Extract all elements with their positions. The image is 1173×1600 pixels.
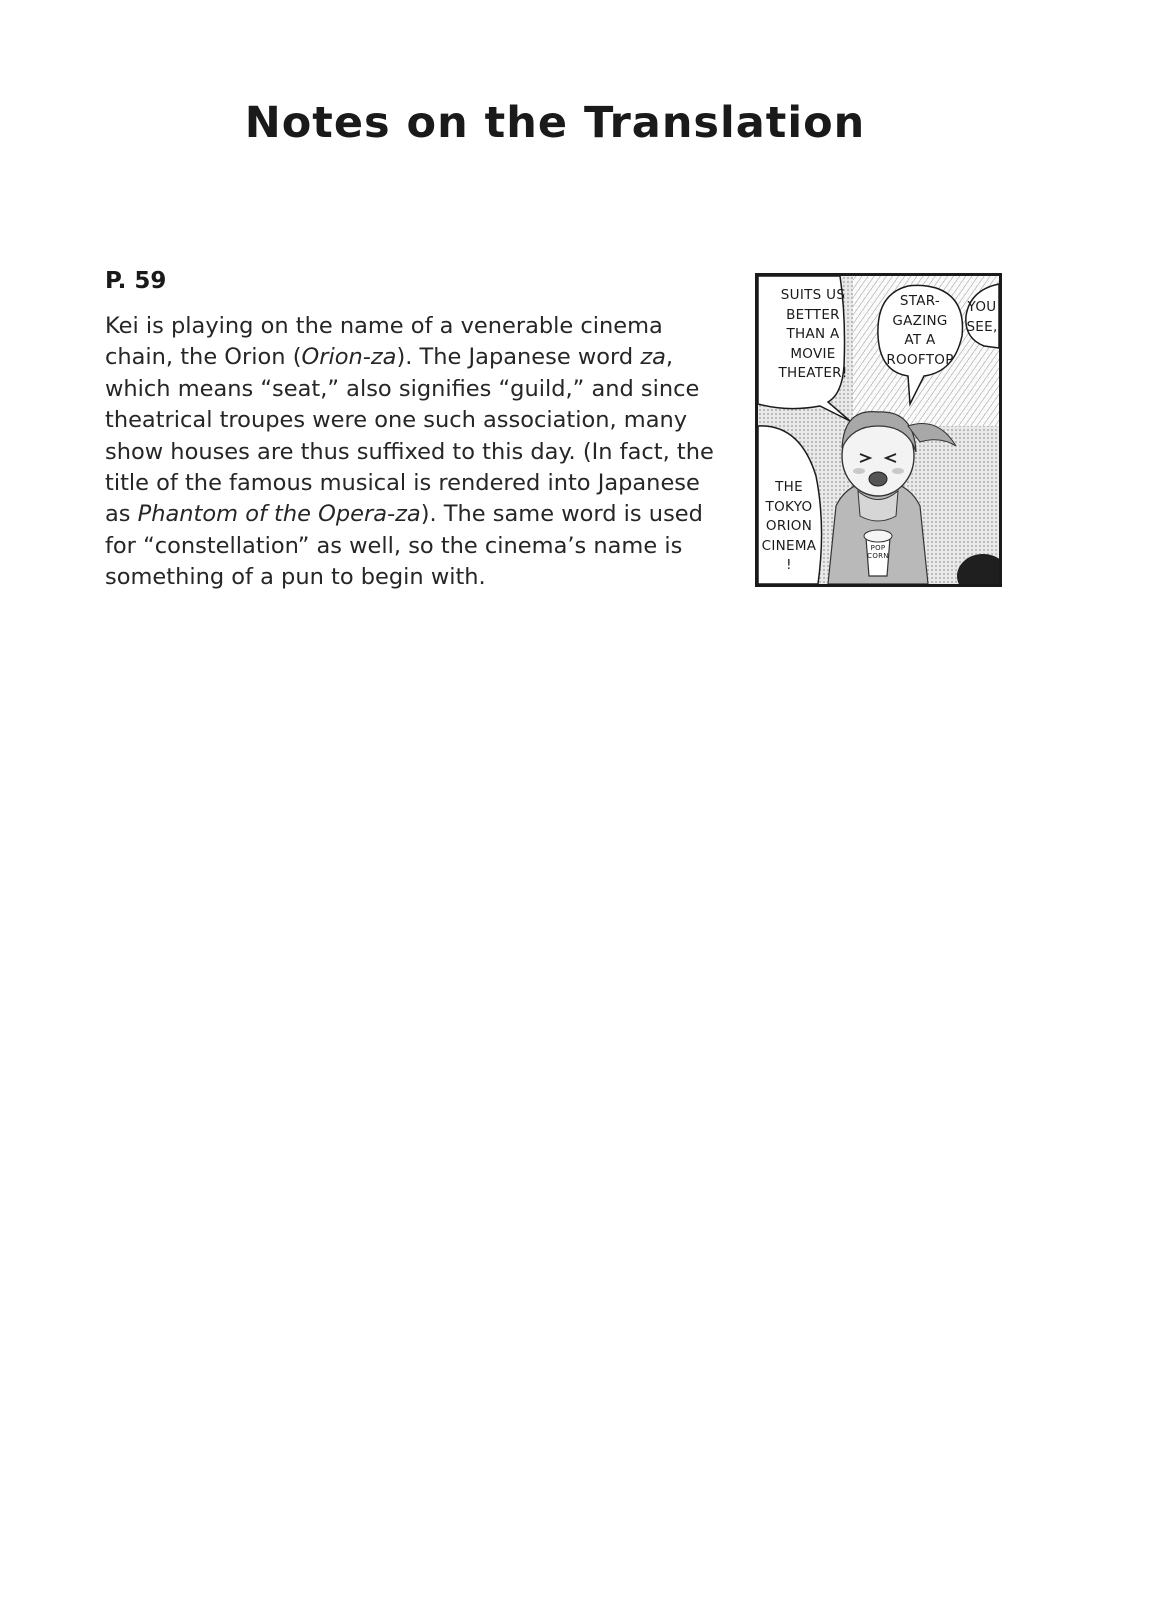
character-mouth (869, 472, 887, 486)
bubble-line: ! (786, 557, 792, 573)
bubble-line: TOKYO (765, 498, 813, 515)
note-body-line (105, 374, 745, 405)
bubble-line: SUITS US (780, 287, 846, 303)
character-blush-left (853, 468, 865, 474)
character-blush-right (892, 468, 904, 474)
note-body (105, 311, 745, 594)
note-text-segment: ). The Japanese word (396, 344, 641, 371)
bubble-you-see-text (964, 298, 1000, 337)
bubble-line: STAR- (899, 293, 941, 309)
note-text-segment: which means “seat,” also signifies “guild,” and since (105, 375, 700, 402)
bubble-line: MOVIE (790, 345, 836, 362)
note-text-segment: title of the famous musical is rendered into Japanese (105, 470, 700, 497)
popcorn-top (864, 530, 892, 542)
note-text-segment: , (665, 344, 674, 371)
note-text-segment: chain, the Orion ( (105, 344, 302, 371)
note-text-segment: for “constellation” as well, so the cinema’s name is (105, 532, 683, 559)
note-body-line (105, 531, 745, 562)
note-text-segment: as (105, 501, 138, 528)
page-title: Notes on the Translation (244, 98, 866, 148)
bubble-line: THEATER! (778, 365, 848, 381)
popcorn-label: POP CORN (867, 544, 889, 560)
note-heading: P. 59 (105, 268, 167, 294)
bubble-line: GAZING (892, 312, 948, 329)
note-body-line (105, 437, 745, 468)
note-italic-term: Phantom of the Opera-za (137, 501, 421, 528)
note-text-segment: something of a pun to begin with. (105, 564, 486, 591)
note-text-segment: show houses are thus suffixed to this day. (In fact, the (105, 438, 714, 465)
manga-panel (755, 273, 1002, 587)
note-body-line (105, 405, 745, 436)
note-body-line (105, 468, 745, 499)
bubble-line: THAN A (786, 326, 840, 342)
note-body-line (105, 499, 745, 530)
note-text-segment: ). The same word is used (420, 501, 703, 528)
note-italic-term: za (640, 344, 666, 371)
note-body-line (105, 562, 745, 593)
note-body-line (105, 342, 745, 373)
note-text-segment: Kei is playing on the name of a venerable cinema (105, 313, 663, 339)
note-text-segment: theatrical troupes were one such association, many (105, 407, 688, 434)
bubble-line: THE (775, 479, 803, 495)
bubble-line: BETTER (786, 306, 840, 323)
bubble-line: YOU (967, 299, 997, 315)
bubble-line: AT A (904, 332, 936, 348)
note-italic-term: Orion-za (301, 344, 397, 371)
bubble-suits-text (772, 286, 854, 384)
bubble-line: SEE, (966, 318, 998, 335)
note-body-line (105, 311, 745, 342)
bubble-line: ROOFTOP (886, 351, 954, 368)
bubble-line: CINEMA (761, 537, 817, 554)
bubble-tokyo-text (758, 478, 820, 576)
bubble-stargazing-text (882, 292, 958, 370)
bubble-line: ORION (765, 518, 813, 534)
